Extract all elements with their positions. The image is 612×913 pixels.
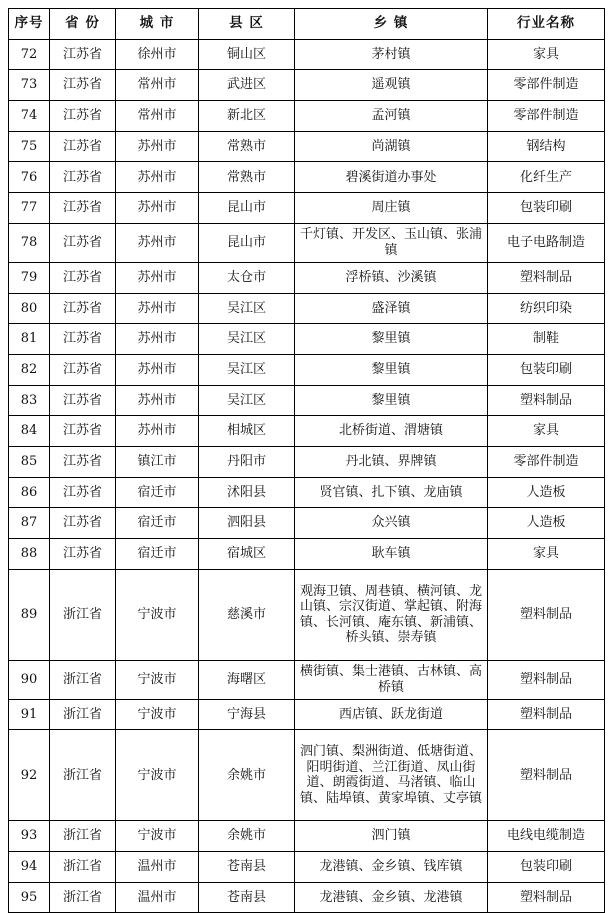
cell-industry: 零部件制造: [488, 446, 605, 477]
header-city: 城 市: [116, 9, 199, 40]
cell-city: 苏州市: [116, 293, 199, 324]
cell-no: 79: [9, 262, 50, 293]
table-row: [9, 416, 605, 447]
table-row: [9, 852, 605, 883]
cell-province: 浙江省: [50, 821, 116, 852]
cell-province: 浙江省: [50, 852, 116, 883]
cell-province: 浙江省: [50, 699, 116, 730]
cell-county: 余姚市: [199, 730, 295, 821]
cell-no: 78: [9, 223, 50, 262]
cell-no: 85: [9, 446, 50, 477]
header-no: 序号: [9, 9, 50, 40]
cell-no: 86: [9, 477, 50, 508]
cell-no: 88: [9, 539, 50, 570]
cell-city: 苏州市: [116, 354, 199, 385]
cell-industry: 塑料制品: [488, 262, 605, 293]
cell-industry: 塑料制品: [488, 385, 605, 416]
cell-city: 苏州市: [116, 324, 199, 355]
cell-no: 87: [9, 508, 50, 539]
cell-province: 浙江省: [50, 730, 116, 821]
cell-industry: 电线电缆制造: [488, 821, 605, 852]
cell-town: 龙港镇、金乡镇、钱库镇: [295, 852, 488, 883]
table-row: [9, 223, 605, 262]
cell-province: 浙江省: [50, 882, 116, 913]
header-county: 县 区: [199, 9, 295, 40]
cell-industry: 包装印刷: [488, 193, 605, 224]
cell-city: 苏州市: [116, 385, 199, 416]
table-row: [9, 131, 605, 162]
cell-county: 泗阳县: [199, 508, 295, 539]
cell-county: 吴江区: [199, 293, 295, 324]
cell-no: 72: [9, 39, 50, 70]
cell-industry: 人造板: [488, 477, 605, 508]
table-row: [9, 70, 605, 101]
cell-county: 宁海县: [199, 699, 295, 730]
cell-city: 苏州市: [116, 193, 199, 224]
cell-province: 江苏省: [50, 354, 116, 385]
cell-industry: 零部件制造: [488, 70, 605, 101]
table-row: [9, 446, 605, 477]
cell-no: 92: [9, 730, 50, 821]
cell-town: 浮桥镇、沙溪镇: [295, 262, 488, 293]
cell-industry: 电子电路制造: [488, 223, 605, 262]
table-row: [9, 660, 605, 699]
cell-industry: 制鞋: [488, 324, 605, 355]
cell-county: 慈溪市: [199, 569, 295, 660]
cell-county: 吴江区: [199, 324, 295, 355]
cell-county: 常熟市: [199, 162, 295, 193]
cell-no: 83: [9, 385, 50, 416]
cell-city: 常州市: [116, 70, 199, 101]
cell-no: 76: [9, 162, 50, 193]
cell-city: 宁波市: [116, 730, 199, 821]
cell-town: 遥观镇: [295, 70, 488, 101]
table-row: [9, 699, 605, 730]
cell-city: 宿迁市: [116, 539, 199, 570]
cell-county: 常熟市: [199, 131, 295, 162]
cell-province: 江苏省: [50, 162, 116, 193]
cell-town: 泗门镇、梨洲街道、低塘街道、阳明街道、兰江街道、凤山街道、朗霞街道、马渚镇、临山镇、陆埠镇、黄家埠镇、丈亭镇: [295, 730, 488, 821]
cell-province: 江苏省: [50, 508, 116, 539]
cell-no: 95: [9, 882, 50, 913]
cell-county: 苍南县: [199, 882, 295, 913]
cell-city: 苏州市: [116, 162, 199, 193]
cell-province: 浙江省: [50, 660, 116, 699]
table-row: [9, 101, 605, 132]
table-row: [9, 821, 605, 852]
cell-county: 昆山市: [199, 223, 295, 262]
cell-county: 相城区: [199, 416, 295, 447]
cell-city: 苏州市: [116, 131, 199, 162]
table-row: [9, 508, 605, 539]
cell-city: 苏州市: [116, 223, 199, 262]
cell-no: 93: [9, 821, 50, 852]
table-body: [9, 39, 605, 913]
cell-city: 徐州市: [116, 39, 199, 70]
table-row: [9, 539, 605, 570]
cell-province: 浙江省: [50, 569, 116, 660]
cell-industry: 塑料制品: [488, 660, 605, 699]
cell-province: 江苏省: [50, 39, 116, 70]
cell-no: 82: [9, 354, 50, 385]
header-town: 乡 镇: [295, 9, 488, 40]
cell-county: 苍南县: [199, 852, 295, 883]
cell-town: 泗门镇: [295, 821, 488, 852]
cell-town: 尚湖镇: [295, 131, 488, 162]
cell-industry: 塑料制品: [488, 882, 605, 913]
cell-city: 温州市: [116, 852, 199, 883]
cell-province: 江苏省: [50, 477, 116, 508]
cell-town: 丹北镇、界牌镇: [295, 446, 488, 477]
table-row: [9, 162, 605, 193]
cell-city: 宿迁市: [116, 508, 199, 539]
table-row: [9, 730, 605, 821]
cell-no: 89: [9, 569, 50, 660]
cell-town: 周庄镇: [295, 193, 488, 224]
cell-no: 94: [9, 852, 50, 883]
cell-city: 苏州市: [116, 416, 199, 447]
cell-no: 80: [9, 293, 50, 324]
cell-county: 丹阳市: [199, 446, 295, 477]
cell-province: 江苏省: [50, 416, 116, 447]
header-province: 省 份: [50, 9, 116, 40]
cell-city: 宁波市: [116, 660, 199, 699]
cell-industry: 包装印刷: [488, 354, 605, 385]
cell-province: 江苏省: [50, 293, 116, 324]
cell-province: 江苏省: [50, 324, 116, 355]
cell-city: 宁波市: [116, 821, 199, 852]
cell-town: 黎里镇: [295, 385, 488, 416]
cell-province: 江苏省: [50, 70, 116, 101]
cell-no: 77: [9, 193, 50, 224]
table-header-row: [9, 9, 605, 40]
table-row: [9, 324, 605, 355]
cell-town: 众兴镇: [295, 508, 488, 539]
cell-town: 耿车镇: [295, 539, 488, 570]
cell-city: 宁波市: [116, 569, 199, 660]
cell-province: 江苏省: [50, 262, 116, 293]
cell-industry: 家具: [488, 39, 605, 70]
cell-town: 观海卫镇、周巷镇、横河镇、龙山镇、宗汉街道、掌起镇、附海镇、长河镇、庵东镇、新浦镇、桥头镇、崇寿镇: [295, 569, 488, 660]
cell-city: 镇江市: [116, 446, 199, 477]
cell-no: 73: [9, 70, 50, 101]
cell-town: 千灯镇、开发区、玉山镇、张浦镇: [295, 223, 488, 262]
cell-town: 横街镇、集士港镇、古林镇、高桥镇: [295, 660, 488, 699]
table-row: [9, 293, 605, 324]
table-row: [9, 354, 605, 385]
cell-county: 武进区: [199, 70, 295, 101]
cell-county: 吴江区: [199, 354, 295, 385]
cell-industry: 家具: [488, 539, 605, 570]
cell-city: 宁波市: [116, 699, 199, 730]
cell-no: 91: [9, 699, 50, 730]
cell-province: 江苏省: [50, 446, 116, 477]
cell-town: 西店镇、跃龙街道: [295, 699, 488, 730]
cell-province: 江苏省: [50, 539, 116, 570]
cell-town: 龙港镇、金乡镇、龙港镇: [295, 882, 488, 913]
cell-province: 江苏省: [50, 131, 116, 162]
cell-industry: 塑料制品: [488, 699, 605, 730]
cell-city: 温州市: [116, 882, 199, 913]
cell-town: 贤官镇、扎下镇、龙庙镇: [295, 477, 488, 508]
table-row: [9, 193, 605, 224]
cell-industry: 人造板: [488, 508, 605, 539]
cell-town: 北桥街道、渭塘镇: [295, 416, 488, 447]
cell-county: 吴江区: [199, 385, 295, 416]
cell-industry: 钢结构: [488, 131, 605, 162]
cell-industry: 纺织印染: [488, 293, 605, 324]
cell-industry: 塑料制品: [488, 569, 605, 660]
cell-town: 碧溪街道办事处: [295, 162, 488, 193]
cell-no: 90: [9, 660, 50, 699]
cell-no: 75: [9, 131, 50, 162]
cell-town: 盛泽镇: [295, 293, 488, 324]
cell-province: 江苏省: [50, 101, 116, 132]
cell-town: 黎里镇: [295, 354, 488, 385]
table-row: [9, 882, 605, 913]
cell-county: 新北区: [199, 101, 295, 132]
table-row: [9, 262, 605, 293]
cell-county: 昆山市: [199, 193, 295, 224]
cell-city: 常州市: [116, 101, 199, 132]
cell-no: 81: [9, 324, 50, 355]
cell-province: 江苏省: [50, 193, 116, 224]
table-row: [9, 385, 605, 416]
cell-city: 苏州市: [116, 262, 199, 293]
cell-industry: 化纤生产: [488, 162, 605, 193]
cell-county: 余姚市: [199, 821, 295, 852]
cell-county: 太仓市: [199, 262, 295, 293]
cell-province: 江苏省: [50, 223, 116, 262]
cell-industry: 零部件制造: [488, 101, 605, 132]
table-row: [9, 39, 605, 70]
cell-town: 黎里镇: [295, 324, 488, 355]
cell-county: 铜山区: [199, 39, 295, 70]
cell-industry: 塑料制品: [488, 730, 605, 821]
cell-no: 84: [9, 416, 50, 447]
cell-town: 孟河镇: [295, 101, 488, 132]
cell-no: 74: [9, 101, 50, 132]
cell-province: 江苏省: [50, 385, 116, 416]
header-industry: 行业名称: [488, 9, 605, 40]
cell-county: 沭阳县: [199, 477, 295, 508]
table-row: [9, 569, 605, 660]
cell-county: 海曙区: [199, 660, 295, 699]
table-row: [9, 477, 605, 508]
cell-city: 宿迁市: [116, 477, 199, 508]
cell-county: 宿城区: [199, 539, 295, 570]
cell-town: 茅村镇: [295, 39, 488, 70]
region-industry-table: [8, 8, 605, 913]
cell-industry: 家具: [488, 416, 605, 447]
cell-industry: 包装印刷: [488, 852, 605, 883]
